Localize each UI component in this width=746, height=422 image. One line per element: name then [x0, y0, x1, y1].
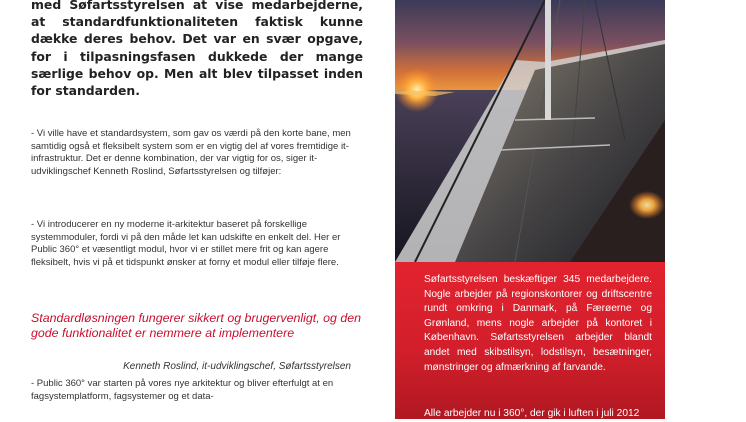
body-paragraph-3: - Public 360° var starten på vores nye arkitektur og bliver efterfulgt at en fagsystemplatform, fagsystemer og et data- — [31, 378, 334, 402]
sidebar-text-2: Alle arbejder nu i 360°, der gik i luften i juli 2012 — [424, 408, 640, 419]
body-paragraph-1: - Vi ville have et standardsystem, som gav os værdi på den korte bane, men samtidig også et fleksibelt system som er en vigtig del af vores fremtidige it-infrastruktur. Det er denne kombination, der var vigtig for os, siger it-udviklingschef Kenneth Roslind, Søfartsstyrelsen og tilføjer: — [31, 128, 351, 178]
sidebar-text: Søfartsstyrelsen beskæftiger 345 medarbejdere. Nogle arbejder på regionskontorer og driftscentre rundt omkring i Danmark, på Færøerne og Grønland, mens nogle arbejder på kontoret i København. Søfartsstyrelsen arbejder blandt andet med skibstilsyn, lodstilsyn, besætninger, mønstringer og afmærkning af farvande. — [424, 274, 652, 373]
lead-line: dække deres behov. Det var en svær opgave, — [31, 31, 363, 47]
info-sidebar — [395, 262, 665, 419]
quote-attribution: Kenneth Roslind, it-udviklingschef, Søfartsstyrelsen — [123, 361, 351, 372]
body-paragraph-2: - Vi introducerer en ny moderne it-arkitektur baseret på forskellige systemmoduler, fordi vi på den måde let kan udskifte en enkelt del. Her er Public 360° et væsentligt modul, hvor vi er stillet mere frit og kan agere fleksibelt, hvis vi på et tidspunkt ønsker at forny et modul eller tilføje flere. — [31, 219, 341, 269]
lead-line: med Søfartsstyrelsen at vise medarbejderne, — [31, 0, 363, 12]
lead-paragraph — [31, 0, 363, 99]
sailboat-sunset-photo — [395, 0, 665, 262]
lead-line: særlige behov op. Men alt blev tilpasset inden — [31, 65, 363, 81]
lead-line: for i tilpasningsfasen dukkede der mange — [31, 48, 363, 64]
lead-line: at standardfunktionaliteten faktisk kunne — [31, 14, 363, 30]
lead-line: for standarden. — [31, 83, 140, 99]
pull-quote: Standardløsningen fungerer sikkert og brugervenligt, og den gode funktionalitet er nemmere at implementere — [31, 311, 361, 340]
